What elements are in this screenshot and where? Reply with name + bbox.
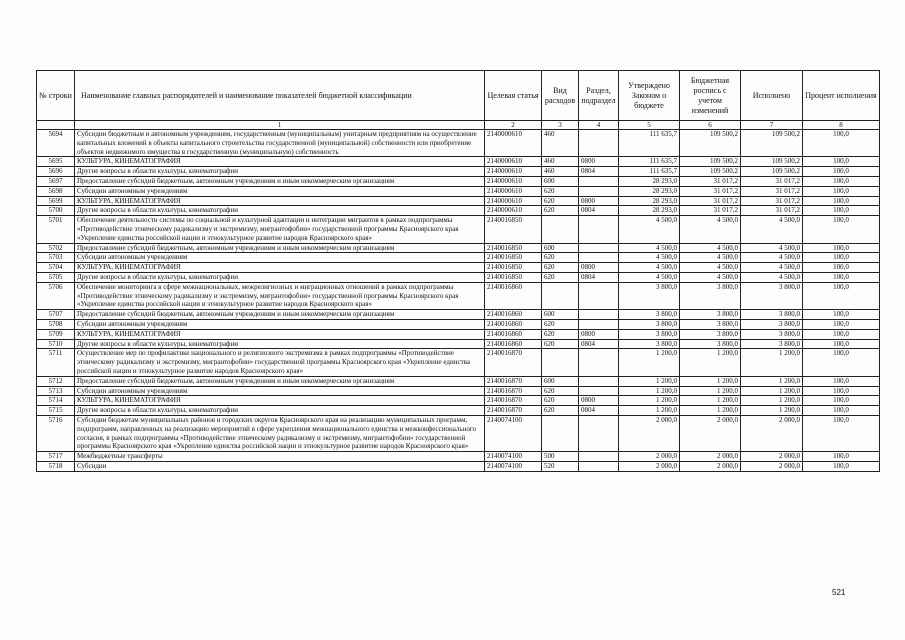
- page-number: 521: [832, 588, 846, 597]
- row-executed: 109 500,2: [741, 130, 803, 157]
- row-number: 5709: [37, 329, 75, 339]
- row-expense-type: 620: [542, 186, 579, 196]
- column-number: 7: [741, 121, 803, 130]
- row-approved: 111 635,7: [619, 157, 680, 167]
- row-number: 5708: [37, 319, 75, 329]
- row-section: [579, 461, 619, 471]
- column-number: 8: [803, 121, 880, 130]
- table-row: [37, 376, 880, 386]
- row-section: 0800: [579, 196, 619, 206]
- column-number: 1: [75, 121, 485, 130]
- row-approved: 3 800,0: [619, 329, 680, 339]
- row-target-article: 2140000610: [485, 157, 542, 167]
- row-executed: 109 500,2: [741, 157, 803, 167]
- row-expense-type: 600: [542, 376, 579, 386]
- row-budget-schedule: 1 200,0: [680, 386, 741, 396]
- table-row: [37, 206, 880, 216]
- row-number: 5712: [37, 376, 75, 386]
- header-row-number: № строки: [37, 71, 75, 121]
- row-executed: 4 500,0: [741, 216, 803, 243]
- row-executed: 3 800,0: [741, 319, 803, 329]
- row-section: [579, 130, 619, 157]
- row-approved: 1 200,0: [619, 406, 680, 416]
- row-name: Обеспечение мониторинга в сфере межнациональных, межрелигиозных и миграционных отношений в рамках подпрограммы «Противодействие этническому радикализму и экстремизму, мигрантофобии» государственной программы Красноярского края «Укрепление единства российской нации и этнокультурное развитие народов Красноярского края»: [75, 282, 485, 309]
- row-name: Субсидии автономным учреждениям: [75, 186, 485, 196]
- table-row: [37, 167, 880, 177]
- row-expense-type: 620: [542, 272, 579, 282]
- table-row: [37, 319, 880, 329]
- row-executed: 1 200,0: [741, 406, 803, 416]
- row-percent: 100,0: [803, 339, 880, 349]
- row-approved: 28 293,0: [619, 176, 680, 186]
- row-executed: 2 000,0: [741, 461, 803, 471]
- row-number: 5699: [37, 196, 75, 206]
- row-percent: 100,0: [803, 406, 880, 416]
- column-number: 5: [619, 121, 680, 130]
- row-name: Субсидии автономным учреждениям: [75, 319, 485, 329]
- row-name: Другие вопросы в области культуры, кинематографии: [75, 406, 485, 416]
- row-percent: 100,0: [803, 253, 880, 263]
- row-section: [579, 186, 619, 196]
- row-target-article: 2140016860: [485, 329, 542, 339]
- row-section: [579, 452, 619, 462]
- row-executed: 4 500,0: [741, 243, 803, 253]
- row-name: Субсидии автономным учреждениям: [75, 386, 485, 396]
- row-name: Субсидии: [75, 461, 485, 471]
- row-target-article: 2140016860: [485, 282, 542, 309]
- row-name: КУЛЬТУРА, КИНЕМАТОГРАФИЯ: [75, 196, 485, 206]
- row-section: [579, 282, 619, 309]
- row-percent: 100,0: [803, 319, 880, 329]
- row-percent: 100,0: [803, 461, 880, 471]
- row-executed: 3 800,0: [741, 282, 803, 309]
- row-approved: 2 000,0: [619, 461, 680, 471]
- row-section: [579, 310, 619, 320]
- row-approved: 4 500,0: [619, 263, 680, 273]
- row-expense-type: 620: [542, 206, 579, 216]
- row-percent: 100,0: [803, 167, 880, 177]
- row-expense-type: 460: [542, 130, 579, 157]
- row-percent: 100,0: [803, 216, 880, 243]
- row-target-article: 2140000610: [485, 176, 542, 186]
- row-executed: 1 200,0: [741, 386, 803, 396]
- row-target-article: 2140016850: [485, 253, 542, 263]
- row-name: Субсидии автономным учреждениям: [75, 253, 485, 263]
- row-number: 5713: [37, 386, 75, 396]
- table-row: [37, 349, 880, 376]
- row-target-article: 2140016870: [485, 406, 542, 416]
- row-target-article: 2140000610: [485, 196, 542, 206]
- column-number: 3: [542, 121, 579, 130]
- row-number: 5696: [37, 167, 75, 177]
- row-number: 5710: [37, 339, 75, 349]
- table-row: [37, 157, 880, 167]
- row-target-article: 2140074100: [485, 415, 542, 451]
- row-name: Предоставление субсидий бюджетным, автономным учреждениям и иным некоммерческим организациям: [75, 176, 485, 186]
- row-section: [579, 415, 619, 451]
- row-expense-type: 620: [542, 406, 579, 416]
- row-executed: 1 200,0: [741, 376, 803, 386]
- table-row: [37, 196, 880, 206]
- row-name: Другие вопросы в области культуры, кинематографии: [75, 206, 485, 216]
- row-approved: 3 800,0: [619, 282, 680, 309]
- row-approved: 4 500,0: [619, 253, 680, 263]
- row-budget-schedule: 4 500,0: [680, 263, 741, 273]
- row-target-article: 2140016860: [485, 339, 542, 349]
- row-number: 5700: [37, 206, 75, 216]
- row-approved: 4 500,0: [619, 216, 680, 243]
- row-expense-type: 600: [542, 176, 579, 186]
- row-percent: 100,0: [803, 243, 880, 253]
- row-number: 5718: [37, 461, 75, 471]
- row-executed: 31 017,2: [741, 176, 803, 186]
- row-name: КУЛЬТУРА, КИНЕМАТОГРАФИЯ: [75, 263, 485, 273]
- row-percent: 100,0: [803, 282, 880, 309]
- row-budget-schedule: 109 500,2: [680, 157, 741, 167]
- row-expense-type: [542, 415, 579, 451]
- table-row: [37, 272, 880, 282]
- row-percent: 100,0: [803, 349, 880, 376]
- table-row: [37, 243, 880, 253]
- row-name: Другие вопросы в области культуры, кинематографии: [75, 339, 485, 349]
- row-executed: 3 800,0: [741, 339, 803, 349]
- row-number: 5717: [37, 452, 75, 462]
- row-target-article: 2140016850: [485, 216, 542, 243]
- row-section: 0804: [579, 167, 619, 177]
- row-budget-schedule: 3 800,0: [680, 339, 741, 349]
- row-number: 5716: [37, 415, 75, 451]
- header-expense-type: Вид расходов: [542, 71, 579, 121]
- table-row: [37, 253, 880, 263]
- row-number: 5703: [37, 253, 75, 263]
- row-approved: 1 200,0: [619, 349, 680, 376]
- row-target-article: 2140016870: [485, 386, 542, 396]
- row-budget-schedule: 4 500,0: [680, 272, 741, 282]
- table-row: [37, 130, 880, 157]
- table-row: [37, 386, 880, 396]
- row-expense-type: 520: [542, 461, 579, 471]
- row-expense-type: 620: [542, 263, 579, 273]
- row-expense-type: 620: [542, 329, 579, 339]
- row-approved: 3 800,0: [619, 319, 680, 329]
- row-percent: 100,0: [803, 176, 880, 186]
- row-section: [579, 319, 619, 329]
- row-percent: 100,0: [803, 452, 880, 462]
- row-executed: 31 017,2: [741, 206, 803, 216]
- row-approved: 2 000,0: [619, 452, 680, 462]
- row-expense-type: 500: [542, 452, 579, 462]
- row-name: Другие вопросы в области культуры, кинематографии: [75, 272, 485, 282]
- table-row: [37, 216, 880, 243]
- row-target-article: 2140016850: [485, 243, 542, 253]
- row-percent: 100,0: [803, 130, 880, 157]
- row-percent: 100,0: [803, 415, 880, 451]
- row-expense-type: [542, 282, 579, 309]
- row-target-article: 2140000610: [485, 186, 542, 196]
- table-row: [37, 415, 880, 451]
- row-number: 5711: [37, 349, 75, 376]
- row-percent: 100,0: [803, 376, 880, 386]
- row-budget-schedule: 3 800,0: [680, 319, 741, 329]
- row-approved: 28 293,0: [619, 206, 680, 216]
- row-approved: 111 635,7: [619, 130, 680, 157]
- row-executed: 2 000,0: [741, 415, 803, 451]
- row-expense-type: 620: [542, 339, 579, 349]
- row-name: Предоставление субсидий бюджетным, автономным учреждениям и иным некоммерческим организациям: [75, 243, 485, 253]
- row-budget-schedule: 3 800,0: [680, 329, 741, 339]
- row-percent: 100,0: [803, 386, 880, 396]
- row-name: КУЛЬТУРА, КИНЕМАТОГРАФИЯ: [75, 157, 485, 167]
- row-percent: 100,0: [803, 196, 880, 206]
- row-name: Предоставление субсидий бюджетным, автономным учреждениям и иным некоммерческим организациям: [75, 376, 485, 386]
- column-number: 2: [485, 121, 542, 130]
- row-number: 5714: [37, 396, 75, 406]
- row-target-article: 2140074100: [485, 461, 542, 471]
- table-row: [37, 186, 880, 196]
- row-name: Субсидии бюджетным и автономным учреждениям, государственным (муниципальным) унитарным предприятиям на осуществление капитальных вложений в объекты капитального строительства государственной (муниципальной) собственности или приобретение объектов недвижимого имущества в государственную (муниципальную) собственность: [75, 130, 485, 157]
- row-expense-type: 620: [542, 386, 579, 396]
- row-section: 0800: [579, 263, 619, 273]
- row-expense-type: 600: [542, 243, 579, 253]
- budget-table: [36, 70, 880, 472]
- row-expense-type: 620: [542, 396, 579, 406]
- row-budget-schedule: 4 500,0: [680, 243, 741, 253]
- row-percent: 100,0: [803, 263, 880, 273]
- row-approved: 1 200,0: [619, 386, 680, 396]
- row-target-article: 2140074100: [485, 452, 542, 462]
- row-target-article: 2140000610: [485, 167, 542, 177]
- row-budget-schedule: 2 000,0: [680, 461, 741, 471]
- row-approved: 3 800,0: [619, 339, 680, 349]
- row-budget-schedule: 109 500,2: [680, 167, 741, 177]
- row-name: Межбюджетные трансферты: [75, 452, 485, 462]
- row-target-article: 2140016870: [485, 376, 542, 386]
- row-approved: 28 293,0: [619, 196, 680, 206]
- row-number: 5706: [37, 282, 75, 309]
- header-section: Раздел, подраздел: [579, 71, 619, 121]
- row-name: КУЛЬТУРА, КИНЕМАТОГРАФИЯ: [75, 396, 485, 406]
- row-budget-schedule: 31 017,2: [680, 196, 741, 206]
- row-target-article: 2140016870: [485, 349, 542, 376]
- row-section: [579, 253, 619, 263]
- row-budget-schedule: 4 500,0: [680, 253, 741, 263]
- row-executed: 4 500,0: [741, 263, 803, 273]
- header-budget-schedule: Бюджетная роспись с учетом изменений: [680, 71, 741, 121]
- row-number: 5702: [37, 243, 75, 253]
- row-approved: 2 000,0: [619, 415, 680, 451]
- row-budget-schedule: 1 200,0: [680, 396, 741, 406]
- row-approved: 3 800,0: [619, 310, 680, 320]
- row-budget-schedule: 2 000,0: [680, 415, 741, 451]
- table-row: [37, 263, 880, 273]
- table-row: [37, 282, 880, 309]
- row-number: 5701: [37, 216, 75, 243]
- row-expense-type: 620: [542, 319, 579, 329]
- column-number-row: [37, 121, 880, 130]
- row-target-article: 2140016860: [485, 310, 542, 320]
- row-number: 5704: [37, 263, 75, 273]
- row-approved: 1 200,0: [619, 396, 680, 406]
- row-target-article: 2140000610: [485, 130, 542, 157]
- row-expense-type: [542, 349, 579, 376]
- table-row: [37, 461, 880, 471]
- row-name: Субсидии бюджетам муниципальных районов и городских округов Красноярского края на реализацию муниципальных программ, подпрограмм, направленных на реализацию мероприятий в сфере укрепления межнационального единства и межконфессионального согласия, в рамках подпрограммы «Противодействие этническому радикализму и экстремизму, мигрантофобии» государственной программы Красноярского края «Укрепление единства российской нации и этнокультурное развитие народов Красноярского края»: [75, 415, 485, 451]
- row-executed: 3 800,0: [741, 310, 803, 320]
- row-target-article: 2140016860: [485, 319, 542, 329]
- table-body: [37, 130, 880, 472]
- row-approved: 4 500,0: [619, 243, 680, 253]
- table-row: [37, 329, 880, 339]
- row-section: [579, 216, 619, 243]
- row-budget-schedule: 31 017,2: [680, 176, 741, 186]
- row-number: 5705: [37, 272, 75, 282]
- row-section: [579, 243, 619, 253]
- row-percent: 100,0: [803, 272, 880, 282]
- row-budget-schedule: 2 000,0: [680, 452, 741, 462]
- row-section: 0804: [579, 406, 619, 416]
- row-target-article: 2140000610: [485, 206, 542, 216]
- row-budget-schedule: 31 017,2: [680, 206, 741, 216]
- row-section: 0800: [579, 396, 619, 406]
- row-percent: 100,0: [803, 157, 880, 167]
- row-name: Обеспечение деятельности системы по социальной и культурной адаптации и интеграции мигрантов в рамках подпрограммы «Противодействие этническому радикализму и экстремизму, мигрантофобии» государственной программы Красноярского края «Укрепление единства российской нации и этнокультурное развитие народов Красноярского края»: [75, 216, 485, 243]
- row-percent: 100,0: [803, 396, 880, 406]
- row-number: 5697: [37, 176, 75, 186]
- row-executed: 4 500,0: [741, 253, 803, 263]
- row-budget-schedule: 1 200,0: [680, 349, 741, 376]
- row-target-article: 2140016850: [485, 272, 542, 282]
- row-number: 5698: [37, 186, 75, 196]
- row-expense-type: 620: [542, 196, 579, 206]
- row-executed: 4 500,0: [741, 272, 803, 282]
- row-budget-schedule: 3 800,0: [680, 310, 741, 320]
- row-approved: 1 200,0: [619, 376, 680, 386]
- row-percent: 100,0: [803, 186, 880, 196]
- row-executed: 1 200,0: [741, 349, 803, 376]
- row-percent: 100,0: [803, 310, 880, 320]
- header-target-article: Целевая статья: [485, 71, 542, 121]
- row-approved: 4 500,0: [619, 272, 680, 282]
- row-approved: 28 293,0: [619, 186, 680, 196]
- row-percent: 100,0: [803, 329, 880, 339]
- row-section: [579, 386, 619, 396]
- row-approved: 111 635,7: [619, 167, 680, 177]
- row-number: 5694: [37, 130, 75, 157]
- row-name: КУЛЬТУРА, КИНЕМАТОГРАФИЯ: [75, 329, 485, 339]
- row-number: 5695: [37, 157, 75, 167]
- row-section: 0804: [579, 272, 619, 282]
- row-executed: 2 000,0: [741, 452, 803, 462]
- header-name: Наименование главных распорядителей и наименование показателей бюджетной классификации: [75, 71, 485, 121]
- row-expense-type: 600: [542, 310, 579, 320]
- row-number: 5707: [37, 310, 75, 320]
- row-expense-type: [542, 216, 579, 243]
- row-section: 0800: [579, 329, 619, 339]
- row-executed: 31 017,2: [741, 196, 803, 206]
- row-target-article: 2140016870: [485, 396, 542, 406]
- column-number: 4: [579, 121, 619, 130]
- row-budget-schedule: 109 500,2: [680, 130, 741, 157]
- row-budget-schedule: 1 200,0: [680, 376, 741, 386]
- row-section: 0804: [579, 339, 619, 349]
- row-section: [579, 376, 619, 386]
- table-row: [37, 339, 880, 349]
- row-name: Другие вопросы в области культуры, кинематографии: [75, 167, 485, 177]
- table-row: [37, 176, 880, 186]
- row-budget-schedule: 31 017,2: [680, 186, 741, 196]
- row-expense-type: 460: [542, 157, 579, 167]
- row-section: [579, 176, 619, 186]
- row-name: Осуществление мер по профилактике национального и религиозного экстремизма в рамках подпрограммы «Противодействие этническому радикализму и экстремизму, мигрантофобии» государственной программы Красноярского края «Укрепление единства российской нации и этнокультурное развитие народов Красноярского края»: [75, 349, 485, 376]
- row-expense-type: 460: [542, 167, 579, 177]
- row-number: 5715: [37, 406, 75, 416]
- table-row: [37, 406, 880, 416]
- header-executed: Исполнено: [741, 71, 803, 121]
- column-number: [37, 121, 75, 130]
- table-row: [37, 452, 880, 462]
- table-row: [37, 310, 880, 320]
- row-expense-type: 620: [542, 253, 579, 263]
- row-budget-schedule: 4 500,0: [680, 216, 741, 243]
- row-executed: 31 017,2: [741, 186, 803, 196]
- header-row: [37, 71, 880, 121]
- row-executed: 1 200,0: [741, 396, 803, 406]
- row-executed: 3 800,0: [741, 329, 803, 339]
- row-section: [579, 349, 619, 376]
- row-target-article: 2140016850: [485, 263, 542, 273]
- row-name: Предоставление субсидий бюджетным, автономным учреждениям и иным некоммерческим организациям: [75, 310, 485, 320]
- header-approved-by-law: Утверждено Законом о бюджете: [619, 71, 680, 121]
- table-row: [37, 396, 880, 406]
- row-section: 0800: [579, 157, 619, 167]
- row-budget-schedule: 3 800,0: [680, 282, 741, 309]
- row-budget-schedule: 1 200,0: [680, 406, 741, 416]
- row-executed: 109 500,2: [741, 167, 803, 177]
- header-execution-percent: Процент исполнения: [803, 71, 880, 121]
- column-number: 6: [680, 121, 741, 130]
- row-section: 0804: [579, 206, 619, 216]
- row-percent: 100,0: [803, 206, 880, 216]
